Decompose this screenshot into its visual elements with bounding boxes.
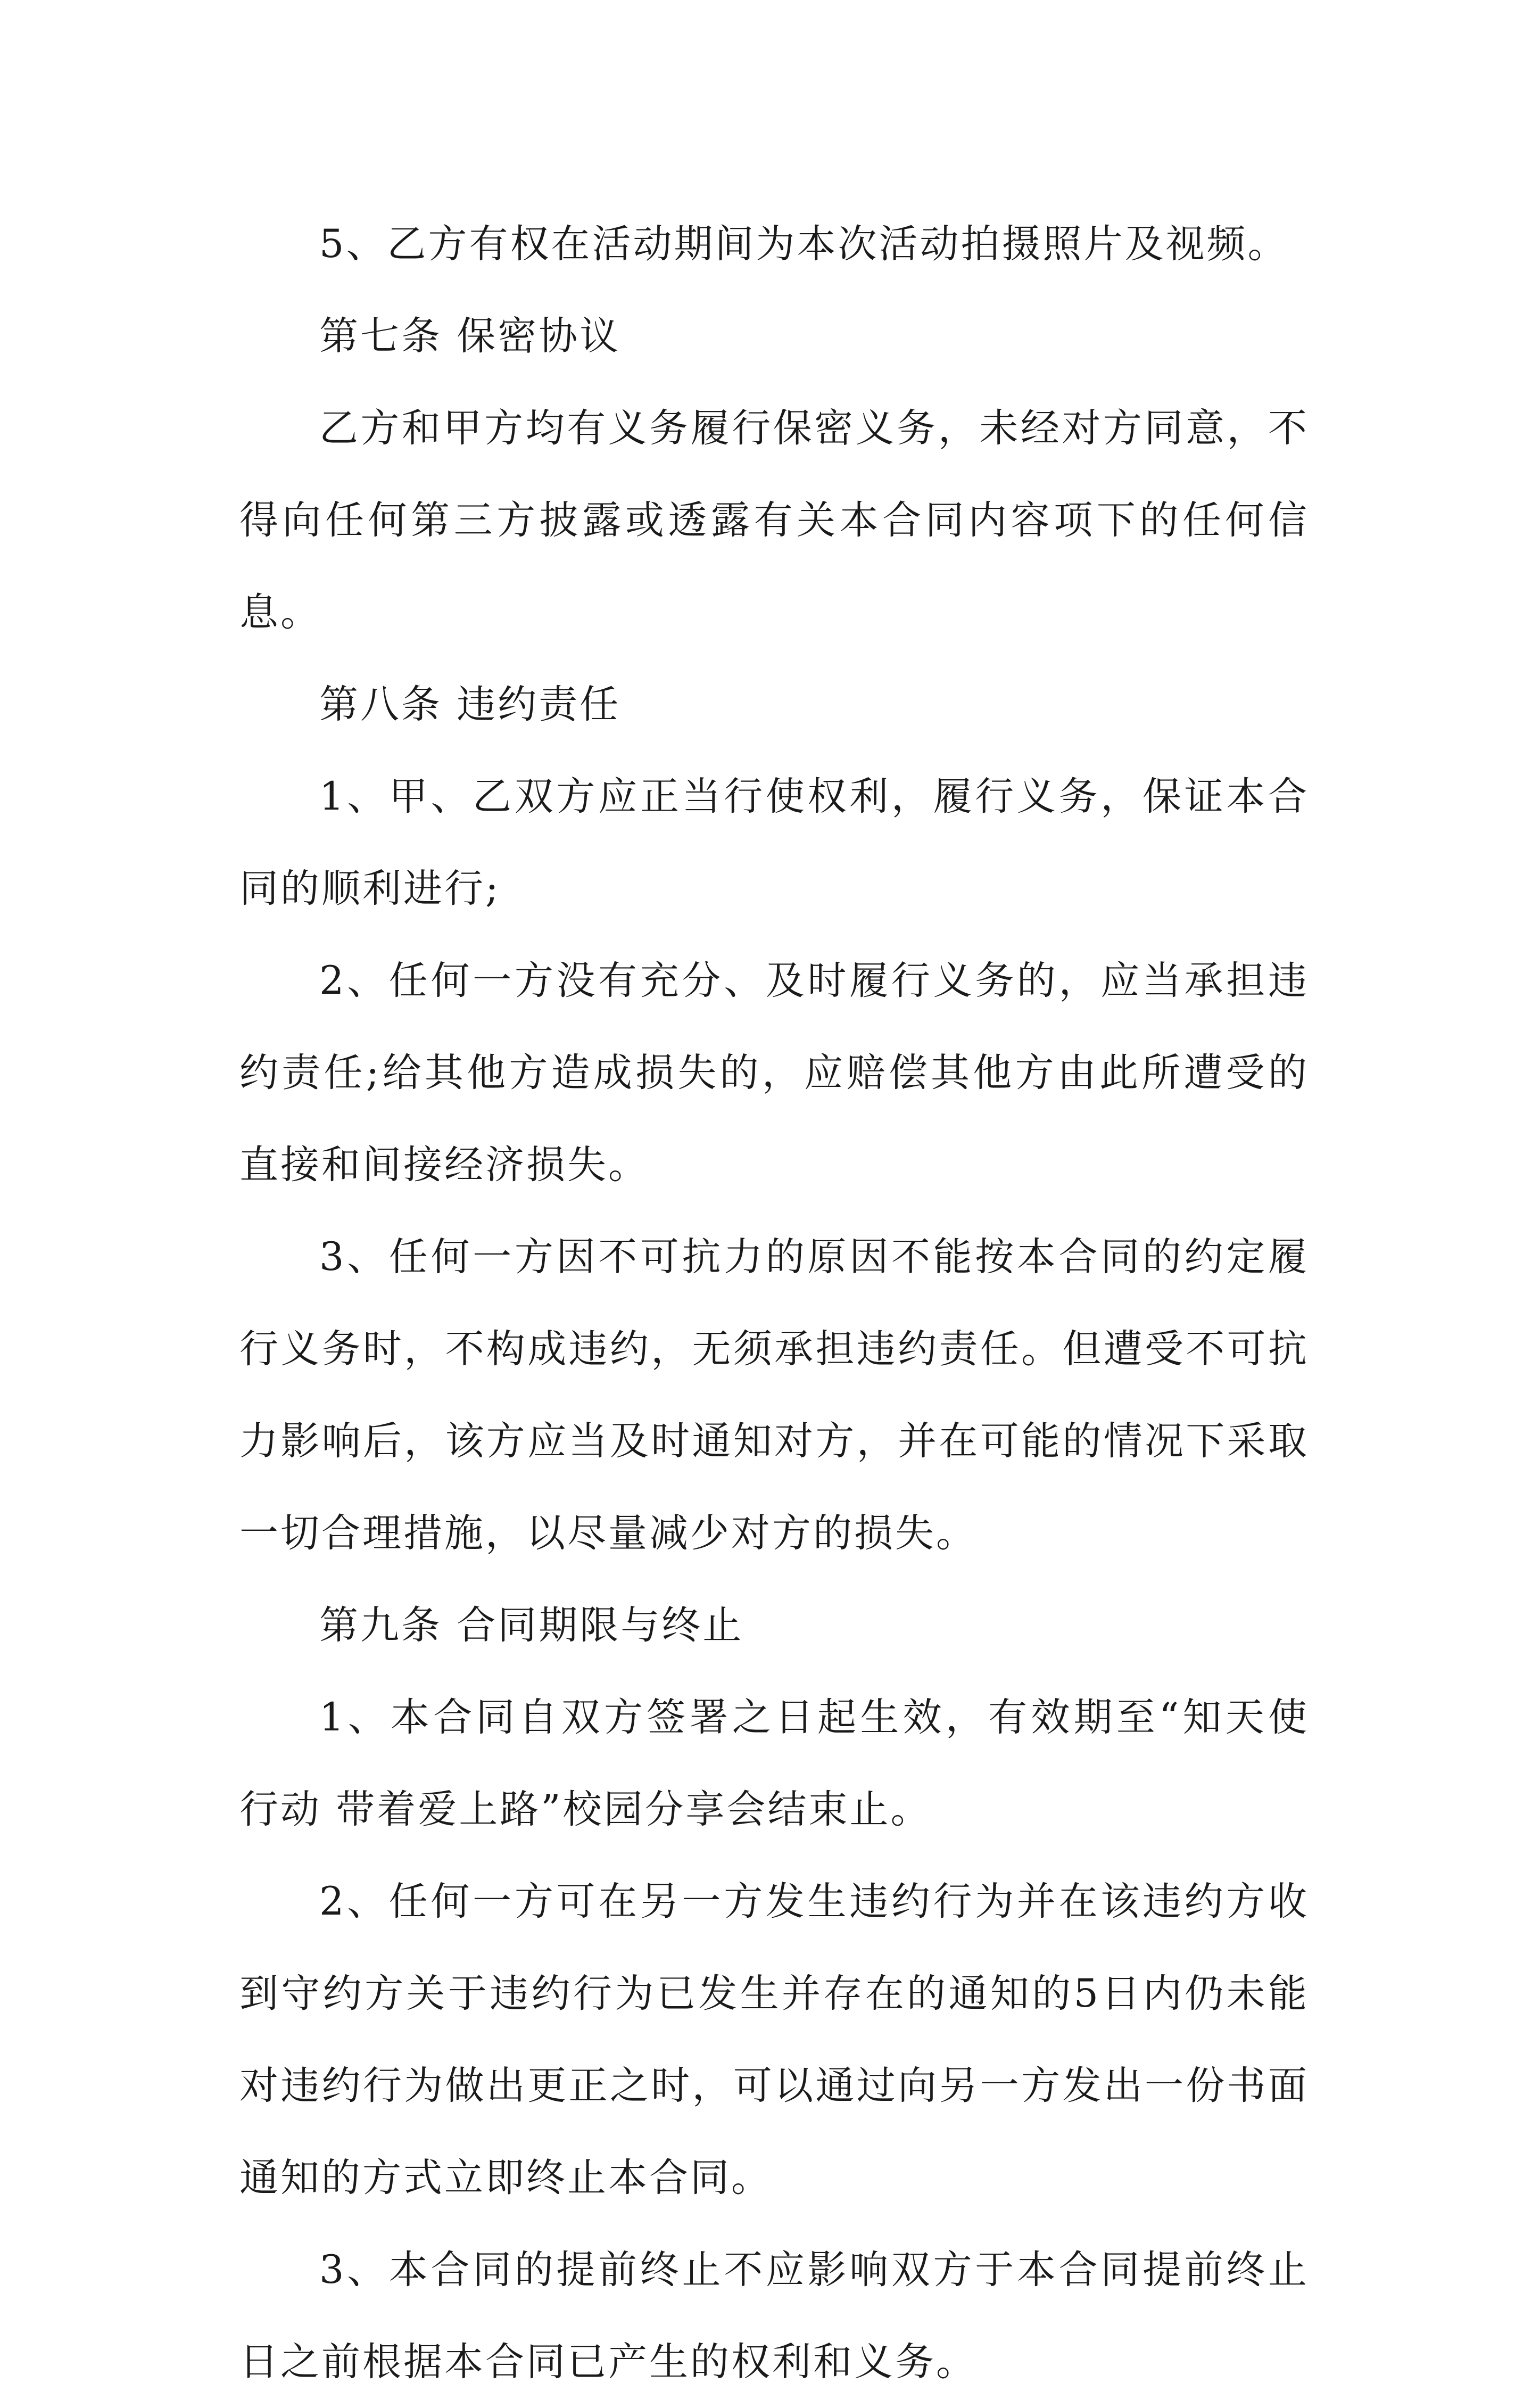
article-8-item-2: 2、任何一方没有充分、及时履行义务的，应当承担违约责任;给其他方造成损失的，应赔偿其他方由此所遭受的直接和间接经济损失。	[239, 958, 1309, 1187]
article-9-item-2: 2、任何一方可在另一方发生违约行为并在该违约方收到守约方关于违约行为已发生并存在的通知的5日内仍未能对违约行为做出更正之时，可以通过向另一方发出一份书面通知的方式立即终止本合同。	[239, 1879, 1309, 2200]
document-body	[239, 198, 1309, 2408]
article-8-item-1: 1、甲、乙双方应正当行使权利，履行义务，保证本合同的顺利进行;	[239, 774, 1309, 911]
article-9-heading: 第九条 合同期限与终止	[319, 1603, 744, 1648]
article-8-item-3: 3、任何一方因不可抗力的原因不能按本合同的约定履行义务时，不构成违约，无须承担违约责任。但遭受不可抗力影响后，该方应当及时通知对方，并在可能的情况下采取一切合理措施，以尽量减少对方的损失。	[239, 1234, 1309, 1556]
article-8-heading: 第八条 违约责任	[319, 682, 621, 727]
article-9-item-1: 1、本合同自双方签署之日起生效，有效期至“知天使行动 带着爱上路”校园分享会结束止。	[239, 1695, 1309, 1832]
clause-6-item-5: 5、乙方有权在活动期间为本次活动拍摄照片及视频。	[319, 221, 1289, 267]
article-7-heading: 第七条 保密协议	[319, 314, 621, 359]
article-7-confidentiality-text: 乙方和甲方均有义务履行保密义务，未经对方同意，不得向任何第三方披露或透露有关本合同内容项下的任何信息。	[239, 406, 1309, 635]
article-9-item-3: 3、本合同的提前终止不应影响双方于本合同提前终止日之前根据本合同已产生的权利和义务。	[239, 2247, 1309, 2385]
